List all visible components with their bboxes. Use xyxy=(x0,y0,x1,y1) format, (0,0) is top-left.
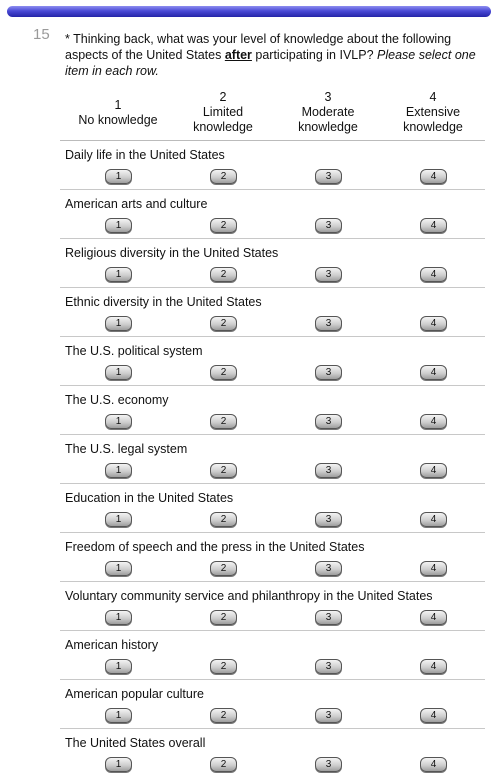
matrix-rows xyxy=(60,141,485,777)
scale-column-1 xyxy=(65,98,171,128)
rating-button-4[interactable]: 4 xyxy=(420,169,447,184)
header-bar xyxy=(7,6,491,17)
rating-button-4[interactable]: 4 xyxy=(420,463,447,478)
scale-label-line2: knowledge xyxy=(403,120,463,134)
row-label: American arts and culture xyxy=(65,197,208,211)
rating-button-4[interactable]: 4 xyxy=(420,610,447,625)
rating-button-4[interactable]: 4 xyxy=(420,561,447,576)
scale-value: 1 xyxy=(114,98,122,112)
scale-column-2 xyxy=(170,90,276,135)
rating-button-1[interactable]: 1 xyxy=(105,757,132,772)
rating-button-2[interactable]: 2 xyxy=(210,463,237,478)
rating-button-1[interactable]: 1 xyxy=(105,512,132,527)
matrix-row xyxy=(60,533,485,582)
rating-button-3[interactable]: 3 xyxy=(315,463,342,478)
matrix-row xyxy=(60,239,485,288)
matrix-row xyxy=(60,631,485,680)
matrix-row xyxy=(60,386,485,435)
rating-button-2[interactable]: 2 xyxy=(210,512,237,527)
rating-button-1[interactable]: 1 xyxy=(105,610,132,625)
row-label: American history xyxy=(65,638,159,652)
rating-button-3[interactable]: 3 xyxy=(315,708,342,723)
scale-label-line2: knowledge xyxy=(193,120,253,134)
rating-button-4[interactable]: 4 xyxy=(420,757,447,772)
rating-button-1[interactable]: 1 xyxy=(105,218,132,233)
row-label: The U.S. legal system xyxy=(65,442,188,456)
rating-button-4[interactable]: 4 xyxy=(420,659,447,674)
rating-button-2[interactable]: 2 xyxy=(210,316,237,331)
rating-button-3[interactable]: 3 xyxy=(315,316,342,331)
rating-button-4[interactable]: 4 xyxy=(420,218,447,233)
rating-button-4[interactable]: 4 xyxy=(420,512,447,527)
scale-label: Extensive xyxy=(405,105,461,119)
scale-label: Limited xyxy=(202,105,244,119)
scale-value: 4 xyxy=(429,90,437,104)
question-instruction: Please select one item in each row. xyxy=(65,48,476,78)
rating-button-1[interactable]: 1 xyxy=(105,463,132,478)
rating-button-4[interactable]: 4 xyxy=(420,365,447,380)
rating-button-4[interactable]: 4 xyxy=(420,267,447,282)
rating-button-3[interactable]: 3 xyxy=(315,512,342,527)
matrix-row xyxy=(60,435,485,484)
question-text-part2: participating in IVLP? xyxy=(251,48,377,62)
row-label: Religious diversity in the United States xyxy=(65,246,279,260)
rating-button-2[interactable]: 2 xyxy=(210,169,237,184)
rating-button-1[interactable]: 1 xyxy=(105,414,132,429)
scale-value: 3 xyxy=(324,90,332,104)
question-text-part1: * Thinking back, what was your level of knowledge about the following aspects of the United States xyxy=(65,32,452,62)
rating-button-3[interactable]: 3 xyxy=(315,757,342,772)
rating-button-3[interactable]: 3 xyxy=(315,267,342,282)
question-text-emphasis: after xyxy=(224,48,252,62)
rating-button-1[interactable]: 1 xyxy=(105,169,132,184)
rating-button-1[interactable]: 1 xyxy=(105,267,132,282)
scale-label: Moderate xyxy=(301,105,355,119)
rating-button-1[interactable]: 1 xyxy=(105,659,132,674)
scale-label-line2: knowledge xyxy=(298,120,358,134)
scale-column-4 xyxy=(380,90,486,135)
rating-button-2[interactable]: 2 xyxy=(210,708,237,723)
question-text xyxy=(65,31,485,79)
matrix-row xyxy=(60,141,485,190)
row-label: Freedom of speech and the press in the United States xyxy=(65,540,365,554)
row-label: Ethnic diversity in the United States xyxy=(65,295,262,309)
rating-button-2[interactable]: 2 xyxy=(210,659,237,674)
row-label: Daily life in the United States xyxy=(65,148,225,162)
rating-button-3[interactable]: 3 xyxy=(315,414,342,429)
rating-button-3[interactable]: 3 xyxy=(315,610,342,625)
row-label: Education in the United States xyxy=(65,491,234,505)
scale-value: 2 xyxy=(219,90,227,104)
rating-button-2[interactable]: 2 xyxy=(210,218,237,233)
matrix-row xyxy=(60,288,485,337)
matrix-row xyxy=(60,484,485,533)
rating-button-2[interactable]: 2 xyxy=(210,365,237,380)
row-label: Voluntary community service and philanthropy in the United States xyxy=(65,589,433,603)
matrix-row xyxy=(60,337,485,386)
rating-button-1[interactable]: 1 xyxy=(105,561,132,576)
matrix-row xyxy=(60,680,485,729)
rating-button-3[interactable]: 3 xyxy=(315,169,342,184)
rating-button-3[interactable]: 3 xyxy=(315,561,342,576)
rating-button-2[interactable]: 2 xyxy=(210,414,237,429)
matrix-row xyxy=(60,729,485,777)
row-label: The U.S. economy xyxy=(65,393,169,407)
rating-button-1[interactable]: 1 xyxy=(105,708,132,723)
rating-button-1[interactable]: 1 xyxy=(105,365,132,380)
rating-button-3[interactable]: 3 xyxy=(315,218,342,233)
scale-label: No knowledge xyxy=(78,113,158,127)
rating-button-2[interactable]: 2 xyxy=(210,267,237,282)
row-label: The U.S. political system xyxy=(65,344,203,358)
rating-button-4[interactable]: 4 xyxy=(420,708,447,723)
matrix-row xyxy=(60,190,485,239)
rating-button-4[interactable]: 4 xyxy=(420,316,447,331)
row-label: American popular culture xyxy=(65,687,204,701)
question-number: 15 xyxy=(33,26,50,43)
scale-header xyxy=(65,90,485,140)
rating-button-3[interactable]: 3 xyxy=(315,659,342,674)
row-label: The United States overall xyxy=(65,736,206,750)
rating-button-2[interactable]: 2 xyxy=(210,757,237,772)
scale-column-3 xyxy=(275,90,381,135)
rating-button-4[interactable]: 4 xyxy=(420,414,447,429)
rating-button-1[interactable]: 1 xyxy=(105,316,132,331)
matrix-row xyxy=(60,582,485,631)
rating-button-2[interactable]: 2 xyxy=(210,561,237,576)
rating-button-3[interactable]: 3 xyxy=(315,365,342,380)
rating-button-2[interactable]: 2 xyxy=(210,610,237,625)
